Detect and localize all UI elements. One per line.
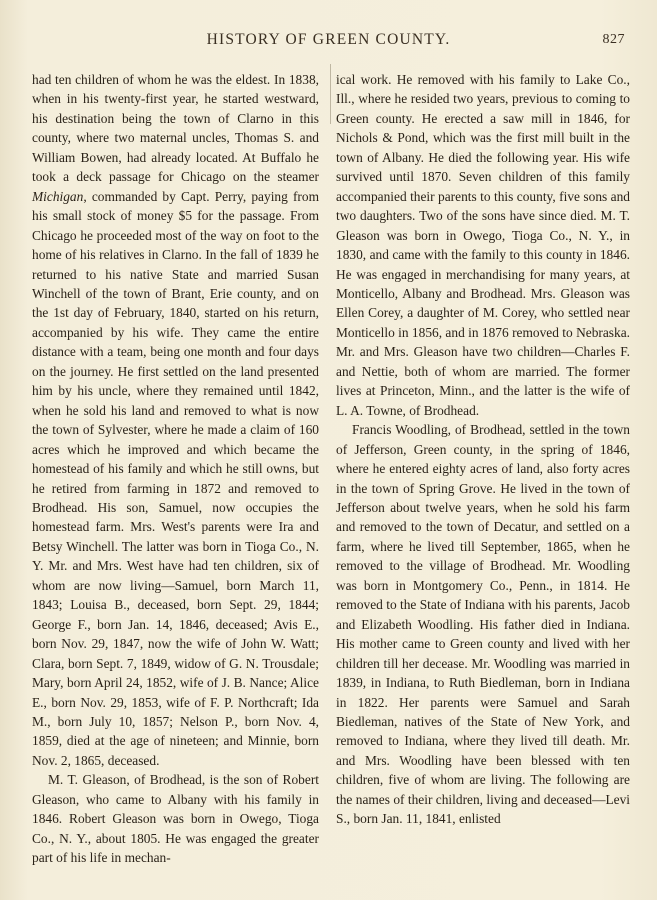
column-divider bbox=[330, 64, 331, 124]
right-column bbox=[336, 70, 630, 829]
left-paragraph-2: M. T. Gleason, of Brodhead, is the son of Robert Gleason, who came to Albany with his family in 1846. Robert Gleason was born in Owego, Tioga Co., N. Y., about 1805. He was engaged the greater part of his life in mechan- bbox=[32, 772, 319, 866]
ship-name: Michigan bbox=[32, 188, 84, 204]
left-column bbox=[32, 70, 319, 868]
left-paragraph-1 bbox=[32, 70, 319, 770]
right-paragraph-2: Francis Woodling, of Brodhead, settled in the town of Jefferson, Green county, in the spring of 1846, where he entered eighty acres of land, also forty acres in the town of Spring Grove. He lived in the town of Jefferson about twelve years, when he sold his farm and removed to the town of Decatur, and settled on a farm, where he lived till September, 1865, when he removed to the village of Brodhead. Mr. Woodling was born in Montgomery Co., Penn., in 1814. He removed to the State of Indiana with his parents, Jacob and Elizabeth Woodling. His father died in Indiana. His mother came to Green county and lived with her children till her decease. Mr. Woodling was married in 1839, in Indiana, to Ruth Biedleman, born in Indiana in 1822. Her parents were Samuel and Sarah Biedleman, natives of the State of New York, and removed to Indiana, where they lived till death. Mr. and Mrs. Woodling have been blessed with ten children, five of whom are living. The following are the names of their children, living and deceased—Levi S., born Jan. 11, 1841, enlisted bbox=[336, 422, 630, 827]
right-paragraph-1: ical work. He removed with his family to Lake Co., Ill., where he resided two years, previous to coming to Green county. He erected a saw mill in 1846, for Nichols & Pond, which was the first mill built in the town of Albany. He died the following year. His wife survived until 1870. Seven children of this family accompanied their parents to this county, five sons and two daughters. Two of the sons have since died. M. T. Gleason was born in Owego, Tioga Co., N. Y., in 1830, and came with the family to this county in 1846. He was engaged in merchandising for many years, at Monticello, Albany and Brodhead. Mrs. Gleason was Ellen Corey, a daughter of M. Corey, who settled near Monticello in 1856, and in 1876 removed to Nebraska. Mr. and Mrs. Gleason have two children—Charles F. and Nettie, both of whom are married. The former lives at Princeton, Minn., and the latter is the wife of L. A. Towne, of Brodhead. bbox=[336, 72, 630, 418]
running-head bbox=[0, 31, 657, 53]
running-title: HISTORY OF GREEN COUNTY. bbox=[206, 31, 451, 48]
left-paragraph-1-text-b: , commanded by Capt. Perry, paying from his small stock of money $5 for the passage. From Chicago he proceeded most of the way on foot to the home of his relatives in Clarno. In the fall of 1839 he returned to his native State and married Susan Winchell of the town of Brant, Erie county, and on the 1st day of February, 1840, started on his return, accompanied by his wife. They came the entire distance with a team, being one month and four days on the journey. He first settled on the land presented him by his uncle, where they remained until 1842, when he sold his land and removed to what is now the town of Sylvester, where he made a claim of 160 acres which he improved and which became the homestead of his family and which he still owns, but he retired from farming in 1872 and removed to Brodhead. His son, Samuel, now occupies the homestead farm. Mrs. West's parents were Ira and Betsy Winchell. The latter was born in Tioga Co., N. Y. Mr. and Mrs. West have had ten children, six of whom are now living—Samuel, born March 11, 1843; Louisa B., deceased, born Sept. 29, 1844; George F., born Jan. 14, 1846, deceased; Avis E., born Nov. 29, 1847, now the wife of John W. Watt; Clara, born Sept. 7, 1849, widow of G. N. Trousdale; Mary, born April 24, 1852, wife of J. B. Nance; Alice E., born Nov. 29, 1853, wife of F. P. Northcraft; Ida M., born July 10, 1857; Nelson P., born Nov. 4, 1859, died at the age of nineteen; and Minnie, born Nov. 2, 1865, deceased. bbox=[32, 188, 319, 768]
page-number: 827 bbox=[602, 32, 625, 47]
left-paragraph-1-text-a: had ten children of whom he was the eldest. In 1838, when in his twenty-first year, he started westward, his destination being the town of Clarno in this county, where two maternal uncles, Thomas S. and William Bowen, had already located. At Buffalo he took a deck passage for Chicago on the steamer bbox=[32, 72, 319, 185]
